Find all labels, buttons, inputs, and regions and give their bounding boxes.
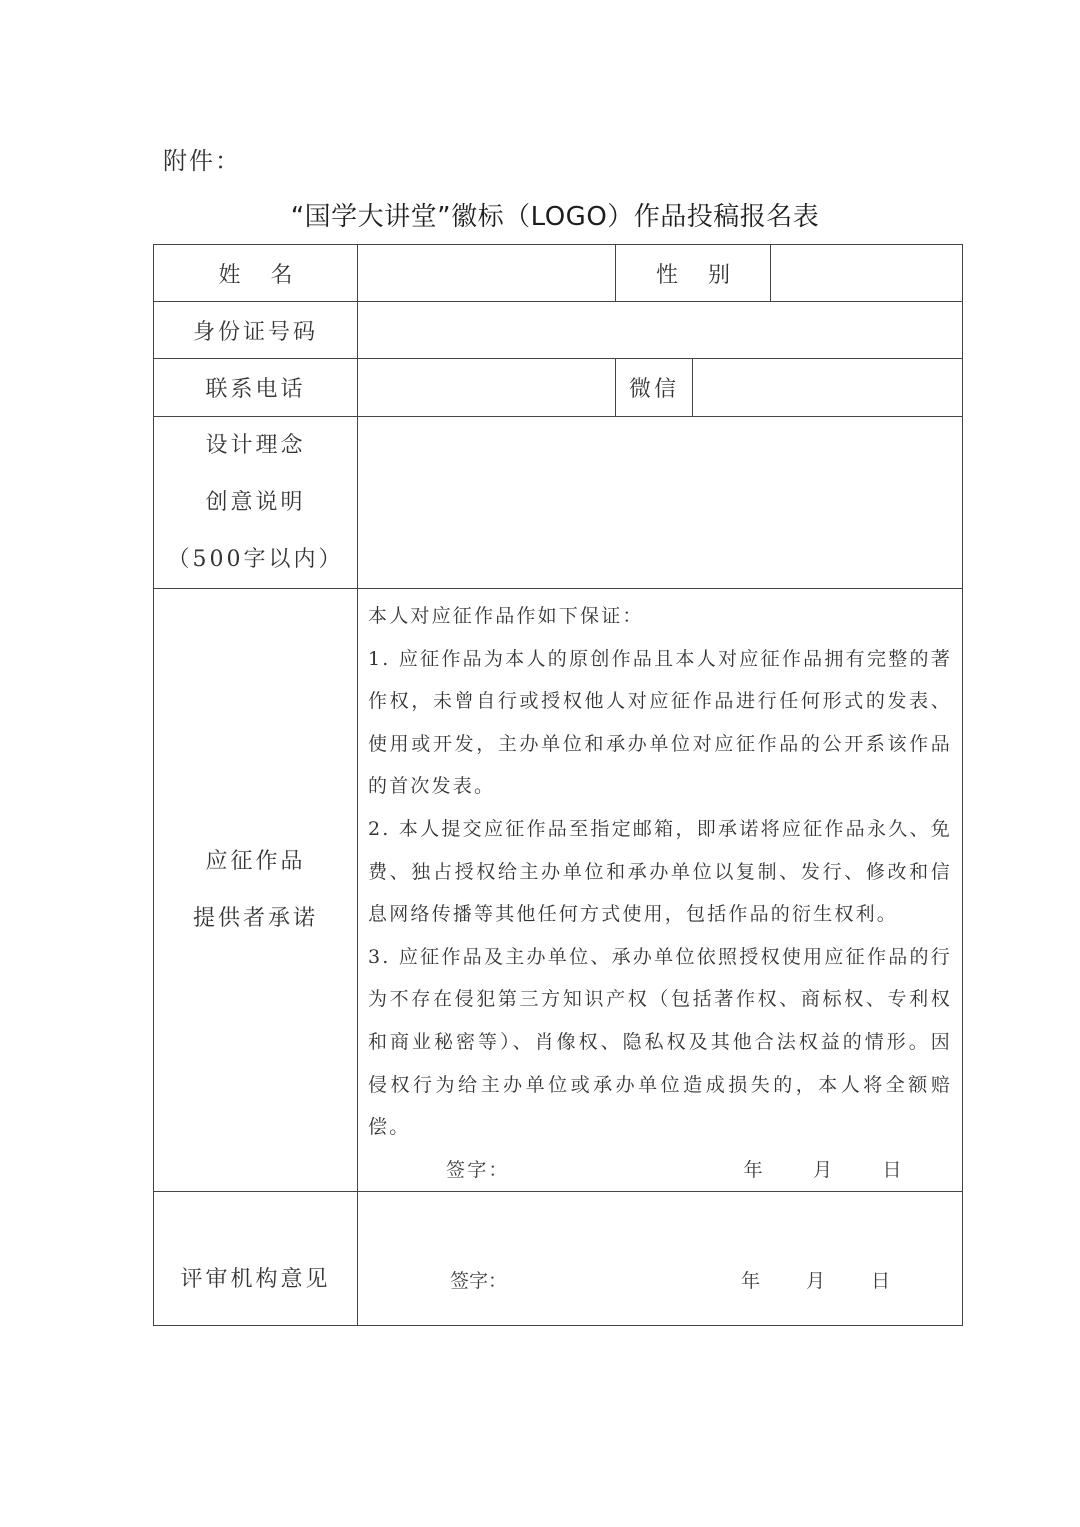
design-concept-label: [154, 417, 358, 589]
row-review: [154, 1191, 963, 1325]
pledge-signature-label: 签字：: [446, 1158, 510, 1181]
pledge-item-2: 2. 本人提交应征作品至指定邮箱，即承诺将应征作品永久、免费、独占授权给主办单位和承办单位以复制、发行、修改和信息网络传播等其他任何方式使用，包括作品的衍生权利。: [368, 817, 953, 926]
pledge-label-line-2: 提供者承诺: [192, 905, 318, 931]
gender-input-cell[interactable]: [771, 245, 963, 302]
row-design-concept: [154, 417, 963, 589]
review-signature-row: [450, 1266, 930, 1293]
design-concept-label-line-3: （500字以内）: [167, 547, 344, 572]
page-title: “国学大讲堂”徽标（LOGO）作品投稿报名表: [290, 202, 820, 232]
registration-form-table: [153, 244, 963, 1326]
pledge-day-label: 日: [882, 1158, 904, 1181]
id-number-input-cell[interactable]: [358, 302, 963, 359]
pledge-item-3: 3. 应征作品及主办单位、承办单位依照授权使用应征作品的行为不存在侵犯第三方知识产权（包括著作权、商标权、专利权和商业秘密等）、肖像权、隐私权及其他合法权益的情形。因侵权行为给主办单位或承办单位造成损失的，本人将全额赔偿。: [368, 945, 953, 1139]
design-concept-label-line-1: 设计理念: [205, 433, 306, 458]
review-label: 评审机构意见: [154, 1191, 358, 1325]
pledge-month-label: 月: [813, 1158, 835, 1181]
phone-input-cell[interactable]: [358, 359, 616, 417]
gender-label: 性别: [616, 245, 771, 302]
review-year-label: 年: [741, 1269, 761, 1292]
wechat-label: 微信: [616, 359, 693, 417]
pledge-label: [154, 589, 358, 1192]
pledge-intro: 本人对应征作品作如下保证：: [368, 605, 644, 627]
pledge-signature-row: [368, 1149, 952, 1191]
row-name-gender: [154, 245, 963, 302]
row-id-number: [154, 302, 963, 359]
pledge-label-line-1: 应征作品: [205, 848, 306, 874]
review-day-label: 日: [871, 1269, 891, 1292]
design-concept-input-cell[interactable]: [358, 417, 963, 589]
review-input-cell[interactable]: [358, 1191, 963, 1325]
review-date: [741, 1266, 930, 1293]
row-phone-wechat: [154, 359, 963, 417]
attachment-label: 附件：: [163, 147, 241, 175]
id-number-label: 身份证号码: [154, 302, 358, 359]
wechat-input-cell[interactable]: [693, 359, 963, 417]
row-pledge: [154, 589, 963, 1192]
pledge-year-label: 年: [743, 1158, 765, 1181]
name-input-cell[interactable]: [358, 245, 616, 302]
phone-label: 联系电话: [154, 359, 358, 417]
pledge-date: [744, 1149, 944, 1191]
name-label: 姓名: [154, 245, 358, 302]
pledge-text-cell: [358, 589, 963, 1192]
review-signature-label: 签字：: [450, 1269, 508, 1292]
pledge-item-1: 1. 应征作品为本人的原创作品且本人对应征作品拥有完整的著作权，未曾自行或授权他人对应征作品进行任何形式的发表、使用或开发，主办单位和承办单位对应征作品的公开系该作品的首次发表。: [368, 647, 953, 798]
review-month-label: 月: [806, 1269, 826, 1292]
design-concept-label-line-2: 创意说明: [205, 490, 306, 515]
